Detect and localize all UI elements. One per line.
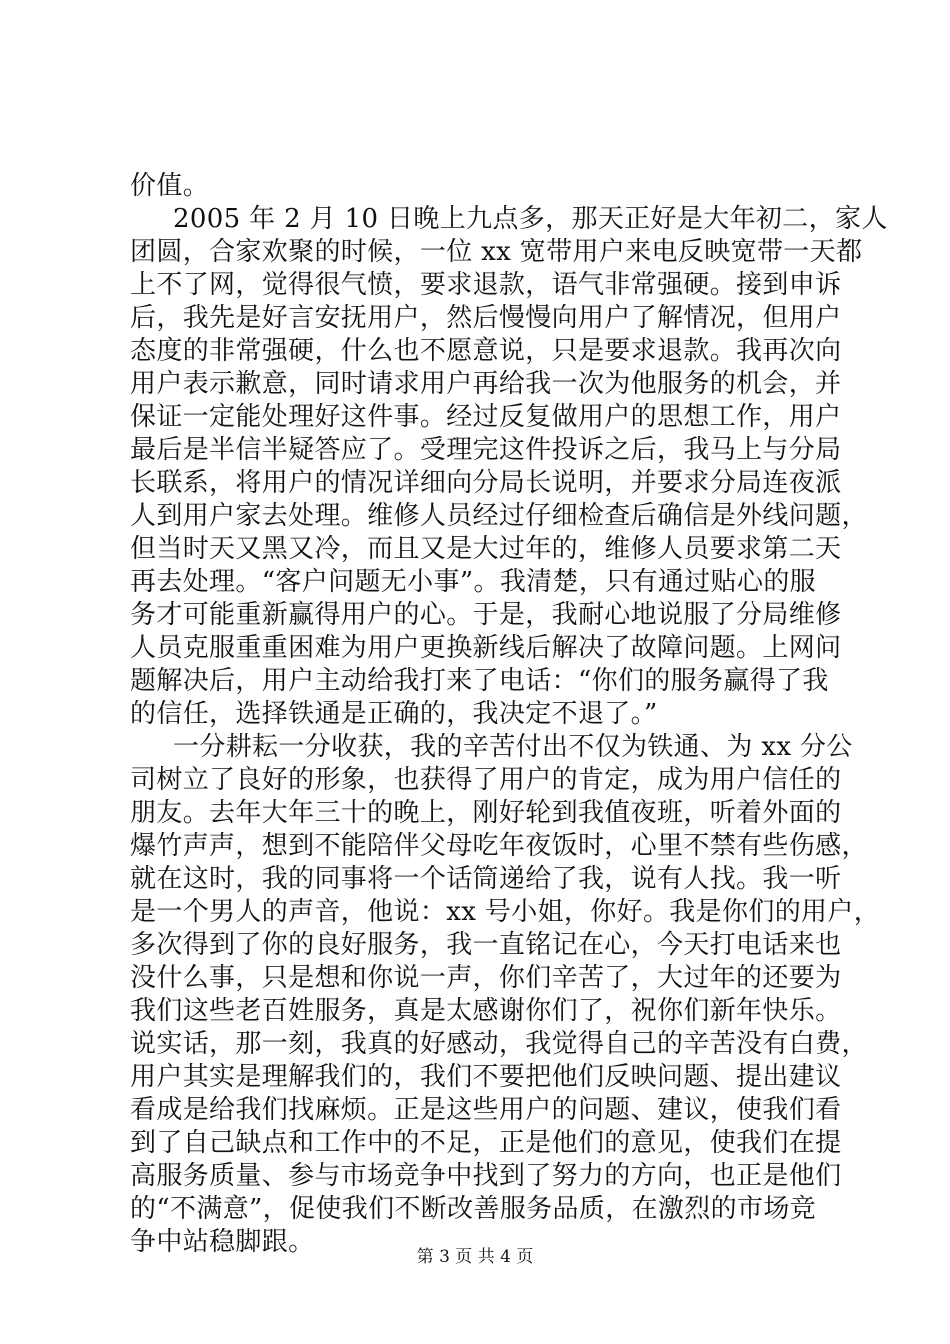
text-line: 务才可能重新赢得用户的心。于是，我耐心地说服了分局维修 bbox=[130, 600, 842, 630]
text-line: 保证一定能处理好这件事。经过反复做用户的思想工作，用户 bbox=[130, 402, 842, 432]
text-line: 价值。 bbox=[130, 171, 210, 201]
text-line: 题解决后，用户主动给我打来了电话：“你们的服务赢得了我 bbox=[130, 666, 829, 696]
text-line: 的“不满意”，促使我们不断改善服务品质，在激烈的市场竞 bbox=[130, 1194, 817, 1224]
text-line: 看成是给我们找麻烦。正是这些用户的问题、建议，使我们看 bbox=[130, 1095, 842, 1125]
text-line: 但当时天又黑又冷，而且又是大过年的，维修人员要求第二天 bbox=[130, 534, 842, 564]
text-line: 说实话，那一刻，我真的好感动，我觉得自己的辛苦没有白费， bbox=[130, 1029, 868, 1059]
text-line: 最后是半信半疑答应了。受理完这件投诉之后，我马上与分局 bbox=[130, 435, 842, 465]
text-line: 争中站稳脚跟。 bbox=[130, 1227, 315, 1257]
text-line: 人员克服重重困难为用户更换新线后解决了故障问题。上网问 bbox=[130, 633, 842, 663]
text-line: 再去处理。“客户问题无小事”。我清楚，只有通过贴心的服 bbox=[130, 567, 817, 597]
paragraph-start-line: 一分耕耘一分收获，我的辛苦付出不仅为铁通、为 xx 分公 bbox=[173, 732, 853, 762]
page-number-footer: 第 3 页 共 4 页 bbox=[416, 1247, 534, 1267]
text-line: 到了自己缺点和工作中的不足，正是他们的意见，使我们在提 bbox=[130, 1128, 842, 1158]
text-line: 我们这些老百姓服务，真是太感谢你们了，祝你们新年快乐。 bbox=[130, 996, 842, 1026]
text-line: 是一个男人的声音，他说：xx 号小姐，你好。我是你们的用户， bbox=[130, 897, 881, 927]
text-line: 态度的非常强硬，什么也不愿意说，只是要求退款。我再次向 bbox=[130, 336, 842, 366]
text-line: 团圆，合家欢聚的时候，一位 xx 宽带用户来电反映宽带一天都 bbox=[130, 237, 863, 267]
text-line: 多次得到了你的良好服务，我一直铭记在心，今天打电话来也 bbox=[130, 930, 842, 960]
text-line: 就在这时，我的同事将一个话筒递给了我，说有人找。我一听 bbox=[130, 864, 842, 894]
text-line: 司树立了良好的形象，也获得了用户的肯定，成为用户信任的 bbox=[130, 765, 842, 795]
paragraph-start-line: 2005 年 2 月 10 日晚上九点多，那天正好是大年初二，家人 bbox=[173, 204, 888, 234]
text-line: 长联系，将用户的情况详细向分局长说明，并要求分局连夜派 bbox=[130, 468, 842, 498]
text-line: 爆竹声声，想到不能陪伴父母吃年夜饭时，心里不禁有些伤感， bbox=[130, 831, 868, 861]
text-line: 用户其实是理解我们的，我们不要把他们反映问题、提出建议 bbox=[130, 1062, 842, 1092]
text-line: 高服务质量、参与市场竞争中找到了努力的方向，也正是他们 bbox=[130, 1161, 842, 1191]
text-line: 的信任，选择铁通是正确的，我决定不退了。” bbox=[130, 699, 658, 729]
document-body bbox=[130, 170, 888, 1259]
text-line: 后，我先是好言安抚用户，然后慢慢向用户了解情况，但用户 bbox=[130, 303, 842, 333]
text-line: 朋友。去年大年三十的晚上，刚好轮到我值夜班，听着外面的 bbox=[130, 798, 842, 828]
text-line: 上不了网，觉得很气愤，要求退款，语气非常强硬。接到申诉 bbox=[130, 270, 842, 300]
text-line: 用户表示歉意，同时请求用户再给我一次为他服务的机会，并 bbox=[130, 369, 842, 399]
text-line: 没什么事，只是想和你说一声，你们辛苦了，大过年的还要为 bbox=[130, 963, 842, 993]
text-line: 人到用户家去处理。维修人员经过仔细检查后确信是外线问题， bbox=[130, 501, 868, 531]
